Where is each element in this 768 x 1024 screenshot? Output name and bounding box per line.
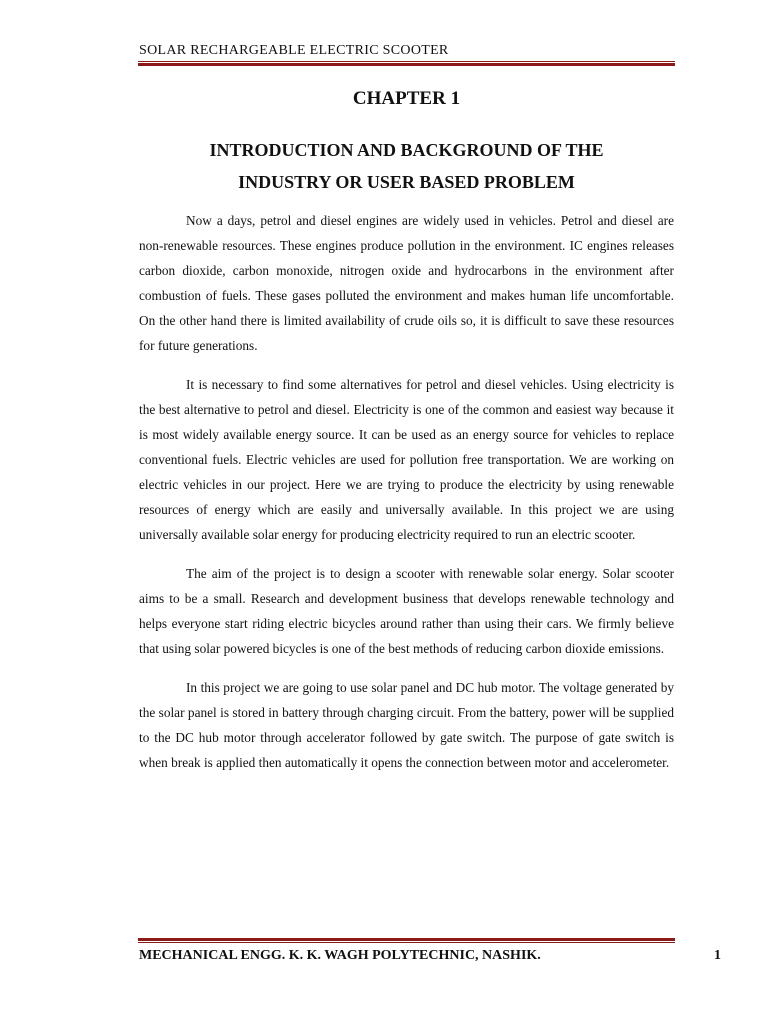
chapter-title-line-2: INDUSTRY OR USER BASED PROBLEM (238, 172, 575, 192)
chapter-title-line-1: INTRODUCTION AND BACKGROUND OF THE (209, 140, 604, 160)
paragraph-3: The aim of the project is to design a scooter with renewable solar energy. Solar scooter aims to be a small. Research and development business that develops renewable technology and helps everyone start riding electric bicycles around rather than using their cars. We firmly believe that using solar powered bicycles is one of the best methods of reducing carbon dioxide emissions. (139, 566, 674, 656)
footer-rule-thin (138, 942, 675, 943)
header-rule-thin (138, 61, 675, 62)
paragraph-2: It is necessary to find some alternatives for petrol and diesel vehicles. Using electricity is the best alternative to petrol and diesel. Electricity is one of the common and easiest way because it is most widely available energy source. It can be used as an energy source for vehicles to replace conventional fuels. Electric vehicles are used for pollution free transportation. We are working on electric vehicles in our project. Here we are trying to produce the electricity by using renewable resources of energy which are easily and universally available. In this project we are using universally available solar energy for producing electricity required to run an electric scooter. (139, 377, 674, 542)
footer-rule-thick (138, 938, 675, 941)
footer-rule (138, 938, 675, 943)
paragraph-4: In this project we are going to use solar panel and DC hub motor. The voltage generated by the solar panel is stored in battery through charging circuit. From the battery, power will be supplied to the DC hub motor through accelerator followed by gate switch. The purpose of gate switch is when break is applied then automatically it opens the connection between motor and accelerometer. (139, 680, 674, 770)
page-number: 1 (714, 948, 721, 963)
chapter-label: CHAPTER 1 (352, 88, 461, 109)
header-rule (138, 61, 675, 66)
chapter-title (138, 134, 675, 198)
paragraph-1: Now a days, petrol and diesel engines are widely used in vehicles. Petrol and diesel are non-renewable resources. These engines produce pollution in the environment. IC engines releases carbon dioxide, carbon monoxide, nitrogen oxide and hydrocarbons in the environment after combustion of fuels. These gases polluted the environment and makes human life uncomfortable. On the other hand there is limited availability of crude oils so, it is difficult to save these resources for future generations. (139, 213, 674, 353)
running-footer: MECHANICAL ENGG. K. K. WAGH POLYTECHNIC, NASHIK. (139, 948, 541, 963)
running-header: SOLAR RECHARGEABLE ELECTRIC SCOOTER (139, 43, 449, 58)
header-rule-thick (138, 63, 675, 66)
body-text (139, 208, 674, 789)
